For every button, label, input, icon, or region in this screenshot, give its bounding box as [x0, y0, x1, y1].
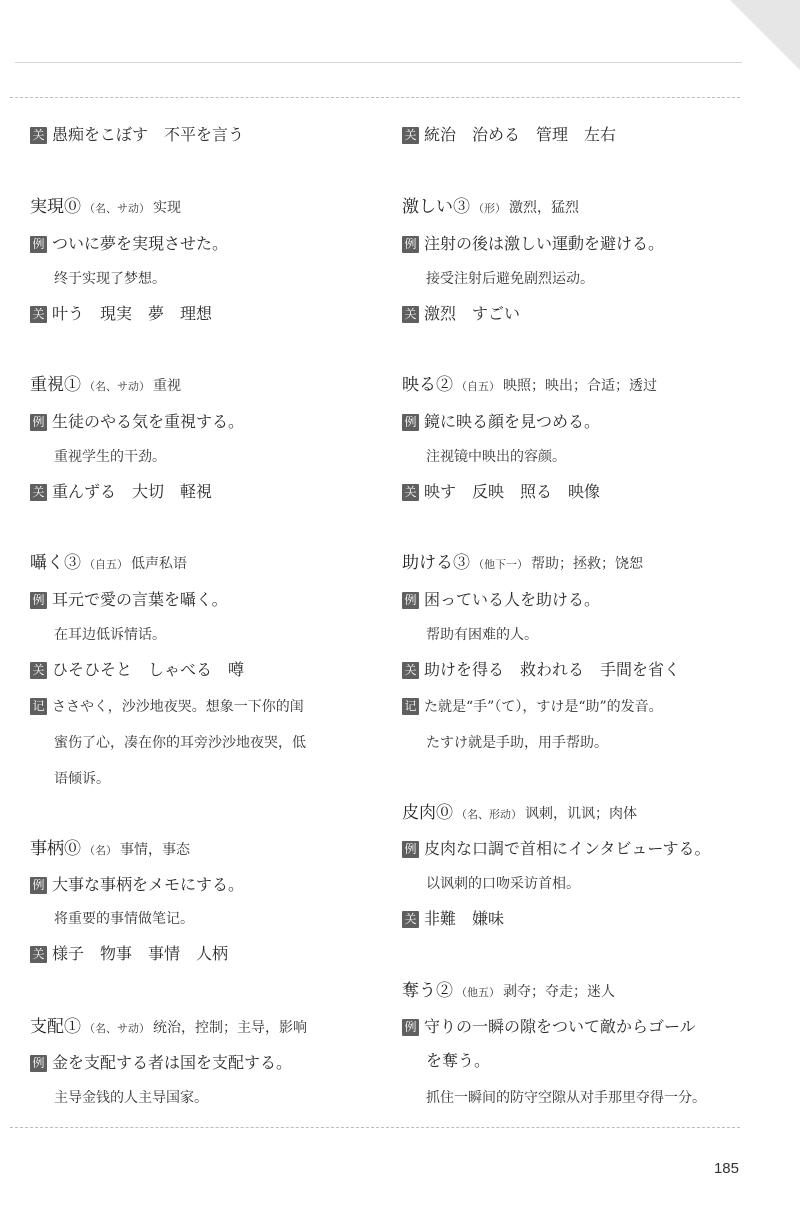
meaning: 低声私语: [131, 556, 187, 572]
example-line-continued: を奪う。: [426, 1051, 491, 1070]
related-tag: 关: [402, 662, 419, 679]
headword: 支配①: [30, 1017, 81, 1037]
part-of-speech: （自五）: [456, 380, 500, 393]
translation-line: 以讽刺的口吻采访首相。: [426, 876, 580, 892]
example-line: 例 大事な事柄をメモにする。: [30, 874, 244, 896]
part-of-speech: （形）: [473, 202, 506, 215]
headword: 事柄⓪: [30, 839, 81, 859]
example-tag: 例: [402, 592, 419, 609]
related-line: 关 助けを得る 救われる 手間を省く: [402, 659, 680, 681]
related-tag: 关: [402, 911, 419, 928]
related-line: 关 愚痴をこぼす 不平を言う: [30, 124, 244, 146]
example-tag: 例: [30, 592, 47, 609]
translation-line: 重视学生的干劲。: [54, 449, 166, 465]
related-tag: 关: [30, 127, 47, 144]
headword: 映る②: [402, 375, 453, 395]
part-of-speech: （名、サ动）: [84, 1022, 150, 1035]
example-tag: 例: [30, 1055, 47, 1072]
headword: 奪う②: [402, 981, 453, 1001]
headword: 激しい③: [402, 197, 470, 217]
related-tag: 关: [402, 484, 419, 501]
page-corner-fold: [730, 0, 800, 70]
example-tag: 例: [30, 414, 47, 431]
related-tag: 关: [30, 662, 47, 679]
headword: 重視①: [30, 375, 81, 395]
translation-line: 在耳边低诉情话。: [54, 627, 166, 643]
example-line: 例 皮肉な口調で首相にインタビューする。: [402, 838, 711, 860]
example-tag: 例: [402, 1019, 419, 1036]
related-line: 关 激烈 すごい: [402, 303, 520, 325]
headword: 助ける③: [402, 553, 470, 573]
entry-heading: [402, 980, 615, 1004]
example-tag: 例: [30, 877, 47, 894]
meaning: 激烈，猛烈: [509, 200, 579, 216]
related-tag: 关: [30, 306, 47, 323]
example-line: 例 注射の後は激しい運動を避ける。: [402, 233, 664, 255]
related-line: 关 映す 反映 照る 映像: [402, 481, 600, 503]
example-line: 例 鏡に映る顔を見つめる。: [402, 411, 600, 433]
related-line: 关 様子 物事 事情 人柄: [30, 943, 228, 965]
part-of-speech: （名、形动）: [456, 808, 522, 821]
headword: 皮肉⓪: [402, 803, 453, 823]
part-of-speech: （名）: [84, 844, 117, 857]
example-line: 例 金を支配する者は国を支配する。: [30, 1052, 292, 1074]
entry-heading: [30, 196, 181, 220]
meaning: 映照；映出；合适；透过: [503, 378, 657, 394]
translation-line: 接受注射后避免剧烈运动。: [426, 271, 594, 287]
example-line: 例 困っている人を助ける。: [402, 589, 600, 611]
bottom-dashed-rule: [10, 1127, 740, 1128]
meaning: 实现: [153, 200, 181, 216]
translation-line: 将重要的事情做笔记。: [54, 911, 194, 927]
memo-line: 蜜伤了心，凑在你的耳旁沙沙地夜哭，低: [54, 735, 306, 751]
related-line: 关 非難 嫌味: [402, 908, 504, 930]
top-rule: [15, 62, 742, 63]
page-number: 185: [713, 1160, 739, 1177]
example-line: 例 生徒のやる気を重視する。: [30, 411, 244, 433]
related-tag: 关: [30, 484, 47, 501]
memo-line: たすけ就是手助，用手帮助。: [426, 735, 608, 751]
related-tag: 关: [402, 306, 419, 323]
translation-line: 帮助有困难的人。: [426, 627, 538, 643]
entry-heading: [402, 196, 579, 220]
memo-tag: 记: [402, 698, 419, 715]
entry-heading: [30, 1016, 307, 1040]
related-tag: 关: [30, 946, 47, 963]
example-line: 例 守りの一瞬の隙をついて敵からゴール: [402, 1016, 696, 1038]
memo-line: 记 た就是“手”（て），すけ是“助”的发音。: [402, 696, 663, 718]
related-line: 关 重んずる 大切 軽視: [30, 481, 212, 503]
meaning: 统治，控制；主导，影响: [153, 1020, 307, 1036]
meaning: 事情，事态: [120, 842, 190, 858]
translation-line: 注视镜中映出的容颜。: [426, 449, 566, 465]
memo-line: 记 ささやく，沙沙地夜哭。想象一下你的闺: [30, 696, 304, 718]
entry-heading: [402, 802, 637, 826]
entry-heading: [30, 838, 190, 862]
example-line: 例 ついに夢を実現させた。: [30, 233, 228, 255]
translation-line: 终于实现了梦想。: [54, 271, 166, 287]
memo-tag: 记: [30, 698, 47, 715]
example-tag: 例: [402, 841, 419, 858]
meaning: 重视: [153, 378, 181, 394]
translation-line: 抓住一瞬间的防守空隙从对手那里夺得一分。: [426, 1090, 706, 1106]
headword: 囁く③: [30, 553, 81, 573]
related-line: 关 叶う 現実 夢 理想: [30, 303, 212, 325]
part-of-speech: （名、サ动）: [84, 202, 150, 215]
related-line: 关 ひそひそと しゃべる 噂: [30, 659, 244, 681]
headword: 実現⓪: [30, 197, 81, 217]
top-dashed-rule: [10, 97, 740, 98]
example-tag: 例: [30, 236, 47, 253]
part-of-speech: （自五）: [84, 558, 128, 571]
example-line: 例 耳元で愛の言葉を囁く。: [30, 589, 228, 611]
meaning: 剥夺；夺走；迷人: [503, 984, 615, 1000]
part-of-speech: （他五）: [456, 986, 500, 999]
example-tag: 例: [402, 236, 419, 253]
memo-line: 语倾诉。: [54, 771, 110, 787]
related-line: 关 統治 治める 管理 左右: [402, 124, 616, 146]
entry-heading: [30, 374, 181, 398]
related-tag: 关: [402, 127, 419, 144]
entry-heading: [402, 374, 657, 398]
meaning: 讽刺，讥讽；肉体: [525, 806, 637, 822]
part-of-speech: （名、サ动）: [84, 380, 150, 393]
entry-heading: [30, 552, 187, 576]
example-tag: 例: [402, 414, 419, 431]
meaning: 帮助；拯救；饶恕: [531, 556, 643, 572]
translation-line: 主导金钱的人主导国家。: [54, 1090, 208, 1106]
entry-heading: [402, 552, 643, 576]
part-of-speech: （他下一）: [473, 558, 528, 571]
